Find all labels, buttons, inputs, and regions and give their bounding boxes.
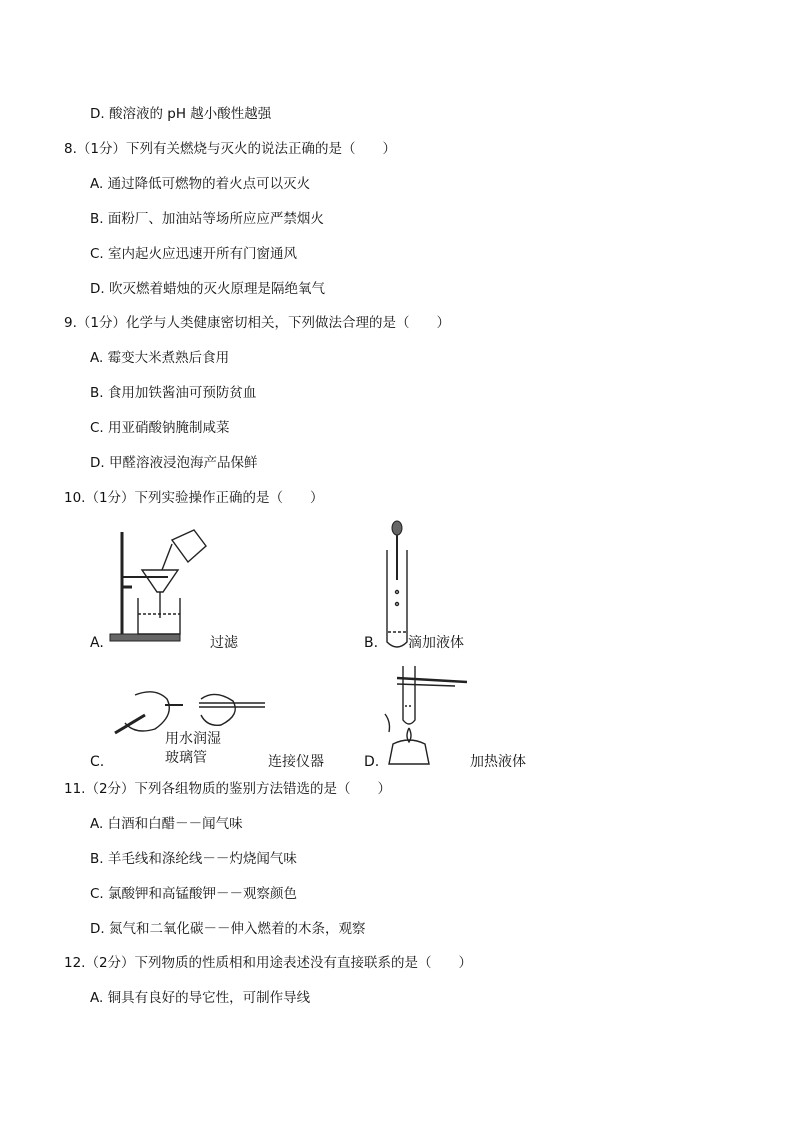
q9-option-b: B. 食用加铁酱油可预防贫血 [90, 385, 257, 401]
left-hand [125, 692, 169, 731]
q10-figure-c-letter: C. [90, 754, 105, 770]
q9-option-d: D. 甲醛溶液浸泡海产品保鲜 [90, 455, 258, 471]
q10-stem: 10.（1分）下列实验操作正确的是（ ） [64, 490, 324, 506]
q9-option-c: C. 用亚硝酸钠腌制咸菜 [90, 420, 230, 436]
alcohol-lamp [389, 740, 429, 764]
funnel [142, 570, 178, 592]
q8-stem: 8.（1分）下列有关燃烧与灭火的说法正确的是（ ） [64, 141, 396, 157]
q10-figure-a-letter: A. [90, 635, 104, 651]
figure-heating-liquid [385, 660, 470, 770]
q11-option-b: B. 羊毛线和涤纶线－－灼烧闻气味 [90, 851, 297, 867]
q10-figure-b-letter: B. [364, 635, 379, 651]
q11-stem: 11.（2分）下列各组物质的鉴别方法错选的是（ ） [64, 781, 392, 797]
test-tube-holder [397, 678, 467, 682]
q8-option-b: B. 面粉厂、加油站等场所应应严禁烟火 [90, 211, 324, 227]
q9-stem: 9.（1分）化学与人类健康密切相关，下列做法合理的是（ ） [64, 315, 450, 331]
q10-figure-c-note-2: 玻璃管 [165, 750, 207, 766]
q11-option-c: C. 氯酸钾和高锰酸钾－－观察颜色 [90, 886, 298, 902]
q10-figure-d-letter: D. [364, 754, 380, 770]
q10-figure-d-caption: 加热液体 [470, 754, 526, 770]
q11-option-d: D. 氮气和二氧化碳－－伸入燃着的木条，观察 [90, 921, 366, 937]
q10-figure-b-caption: 滴加液体 [408, 635, 464, 651]
stand-base [110, 634, 180, 641]
figure-filtration [110, 522, 220, 647]
q12-stem: 12.（2分）下列物质的性质相和用途表述没有直接联系的是（ ） [64, 955, 473, 971]
q12-option-a: A. 铜具有良好的导它性，可制作导线 [90, 990, 311, 1006]
q8-option-d: D. 吹灭燃着蜡烛的灭火原理是隔绝氧气 [90, 281, 325, 297]
q10-figure-a-caption: 过滤 [210, 635, 238, 651]
q11-option-a: A. 白酒和白醋－－闻气味 [90, 816, 243, 832]
q8-option-a: A. 通过降低可燃物的着火点可以灭火 [90, 176, 311, 192]
right-hand [201, 694, 235, 725]
q7-option-d: D. 酸溶液的 pH 越小酸性越强 [90, 106, 272, 122]
q8-option-c: C. 室内起火应迅速开所有门窗通风 [90, 246, 298, 262]
pouring-beaker [172, 530, 206, 562]
q9-option-a: A. 霉变大米煮熟后食用 [90, 350, 230, 366]
beaker [138, 598, 180, 634]
q10-figure-c-caption: 连接仪器 [268, 754, 324, 770]
dropper-bulb [392, 521, 402, 535]
q10-figure-c-note-1: 用水润湿 [165, 731, 221, 747]
test-tube [403, 666, 415, 724]
